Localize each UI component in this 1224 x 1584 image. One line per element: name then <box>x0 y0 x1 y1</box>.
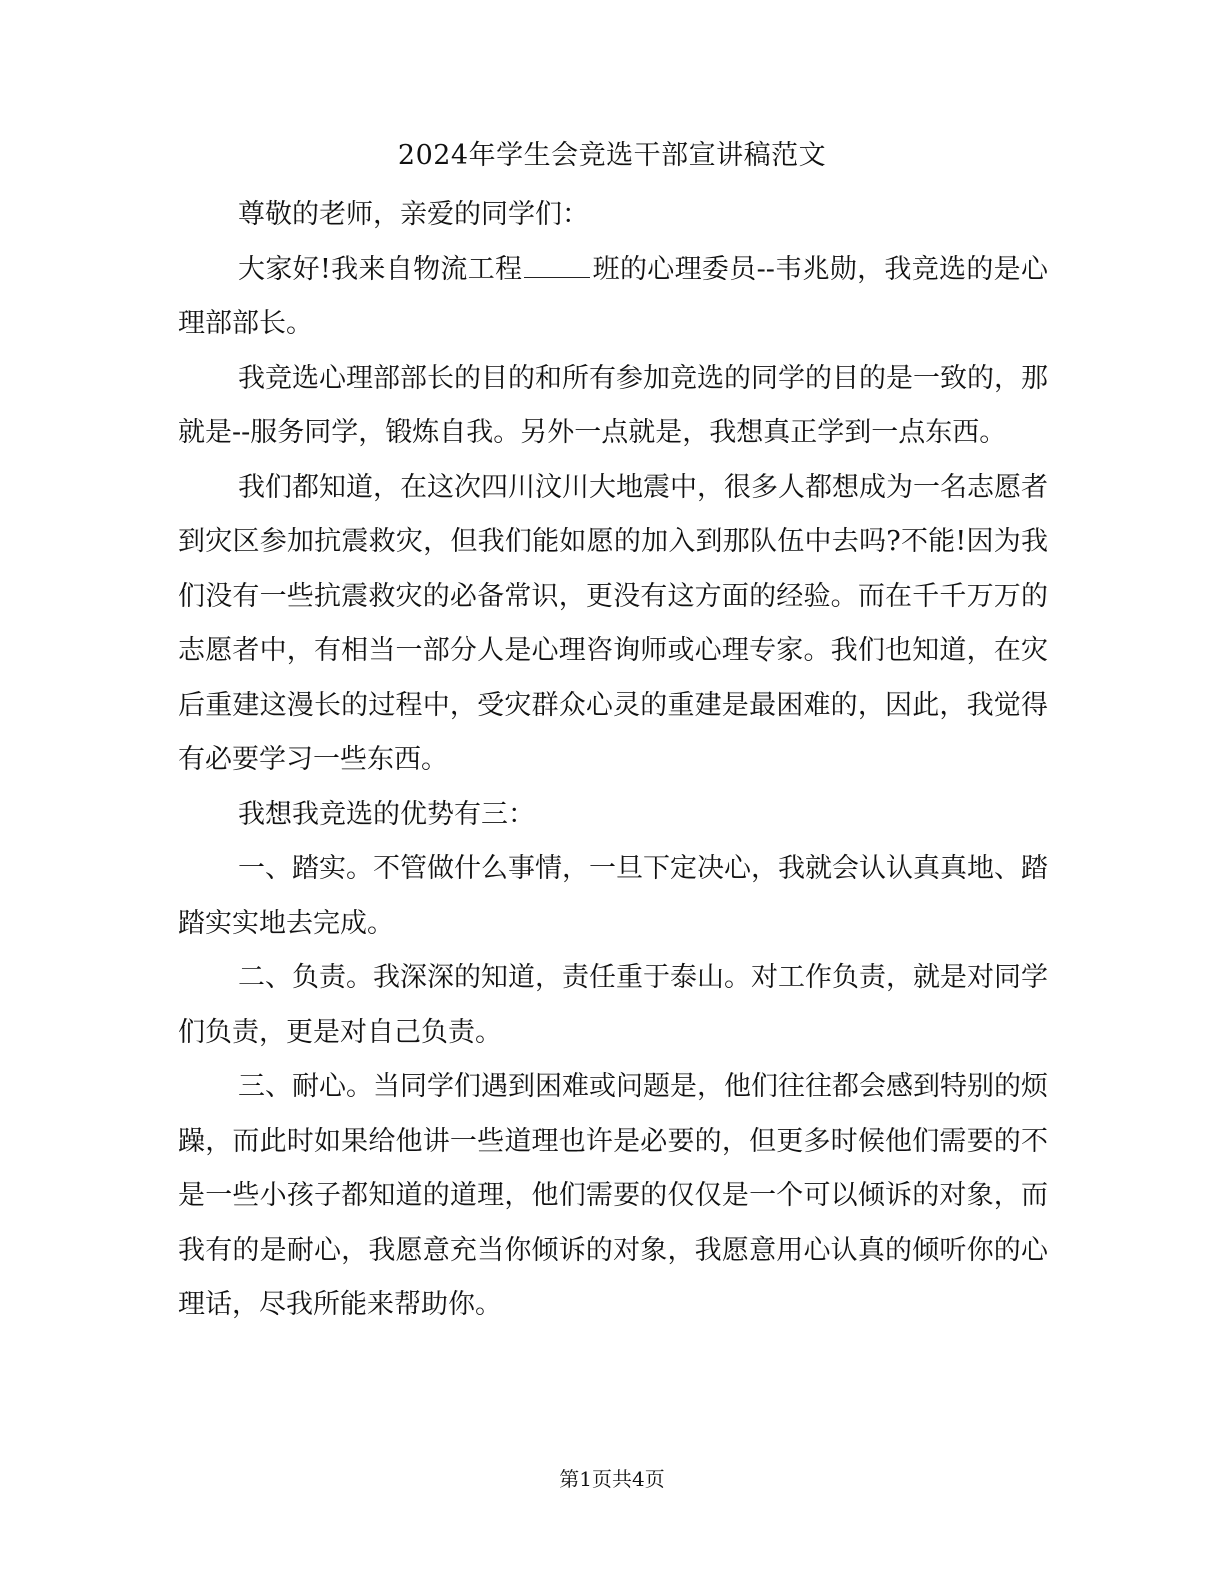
paragraph-purpose: 我竞选心理部部长的目的和所有参加竞选的同学的目的是一致的，那就是--服务同学，锻炼自我。另外一点就是，我想真正学到一点东西。 <box>178 362 1048 448</box>
paragraph-introduction <box>178 243 1048 352</box>
fill-in-blank <box>524 253 590 278</box>
page-number-footer: 第1页共4页 <box>559 1467 665 1491</box>
document-title: 2024年学生会竞选干部宣讲稿范文 <box>397 140 827 171</box>
intro-rest: 班的心理委员--韦兆勋，我竞选的是心理部部长。 <box>178 253 1048 339</box>
paragraph-advantages-intro: 我想我竞选的优势有三： <box>238 798 535 830</box>
paragraph-advantage-1: 一、踏实。不管做什么事情，一旦下定决心，我就会认认真真地、踏踏实实地去完成。 <box>178 853 1048 939</box>
intro-prefix: 大家好!我来自物流工程 <box>238 253 523 285</box>
paragraph-greeting: 尊敬的老师，亲爱的同学们： <box>238 199 589 230</box>
document-body <box>178 188 1048 1333</box>
paragraph-earthquake: 我们都知道，在这次四川汶川大地震中，很多人都想成为一名志愿者到灾区参加抗震救灾，但我们能如愿的加入到那队伍中去吗?不能!因为我们没有一些抗震救灾的必备常识，更没有这方面的经验。而在千千万万的志愿者中，有相当一部分人是心理咨询师或心理专家。我们也知道，在灾后重建这漫长的过程中，受灾群众心灵的重建是最困难的，因此，我觉得有必要学习一些东西。 <box>178 471 1048 775</box>
paragraph-advantage-2: 二、负责。我深深的知道，责任重于泰山。对工作负责，就是对同学们负责，更是对自己负责。 <box>178 962 1048 1048</box>
paragraph-advantage-3: 三、耐心。当同学们遇到困难或问题是，他们往往都会感到特别的烦躁，而此时如果给他讲一些道理也许是必要的，但更多时候他们需要的不是一些小孩子都知道的道理，他们需要的仅仅是一个可以倾诉的对象，而我有的是耐心，我愿意充当你倾诉的对象，我愿意用心认真的倾听你的心理话，尽我所能来帮助你。 <box>178 1071 1048 1320</box>
